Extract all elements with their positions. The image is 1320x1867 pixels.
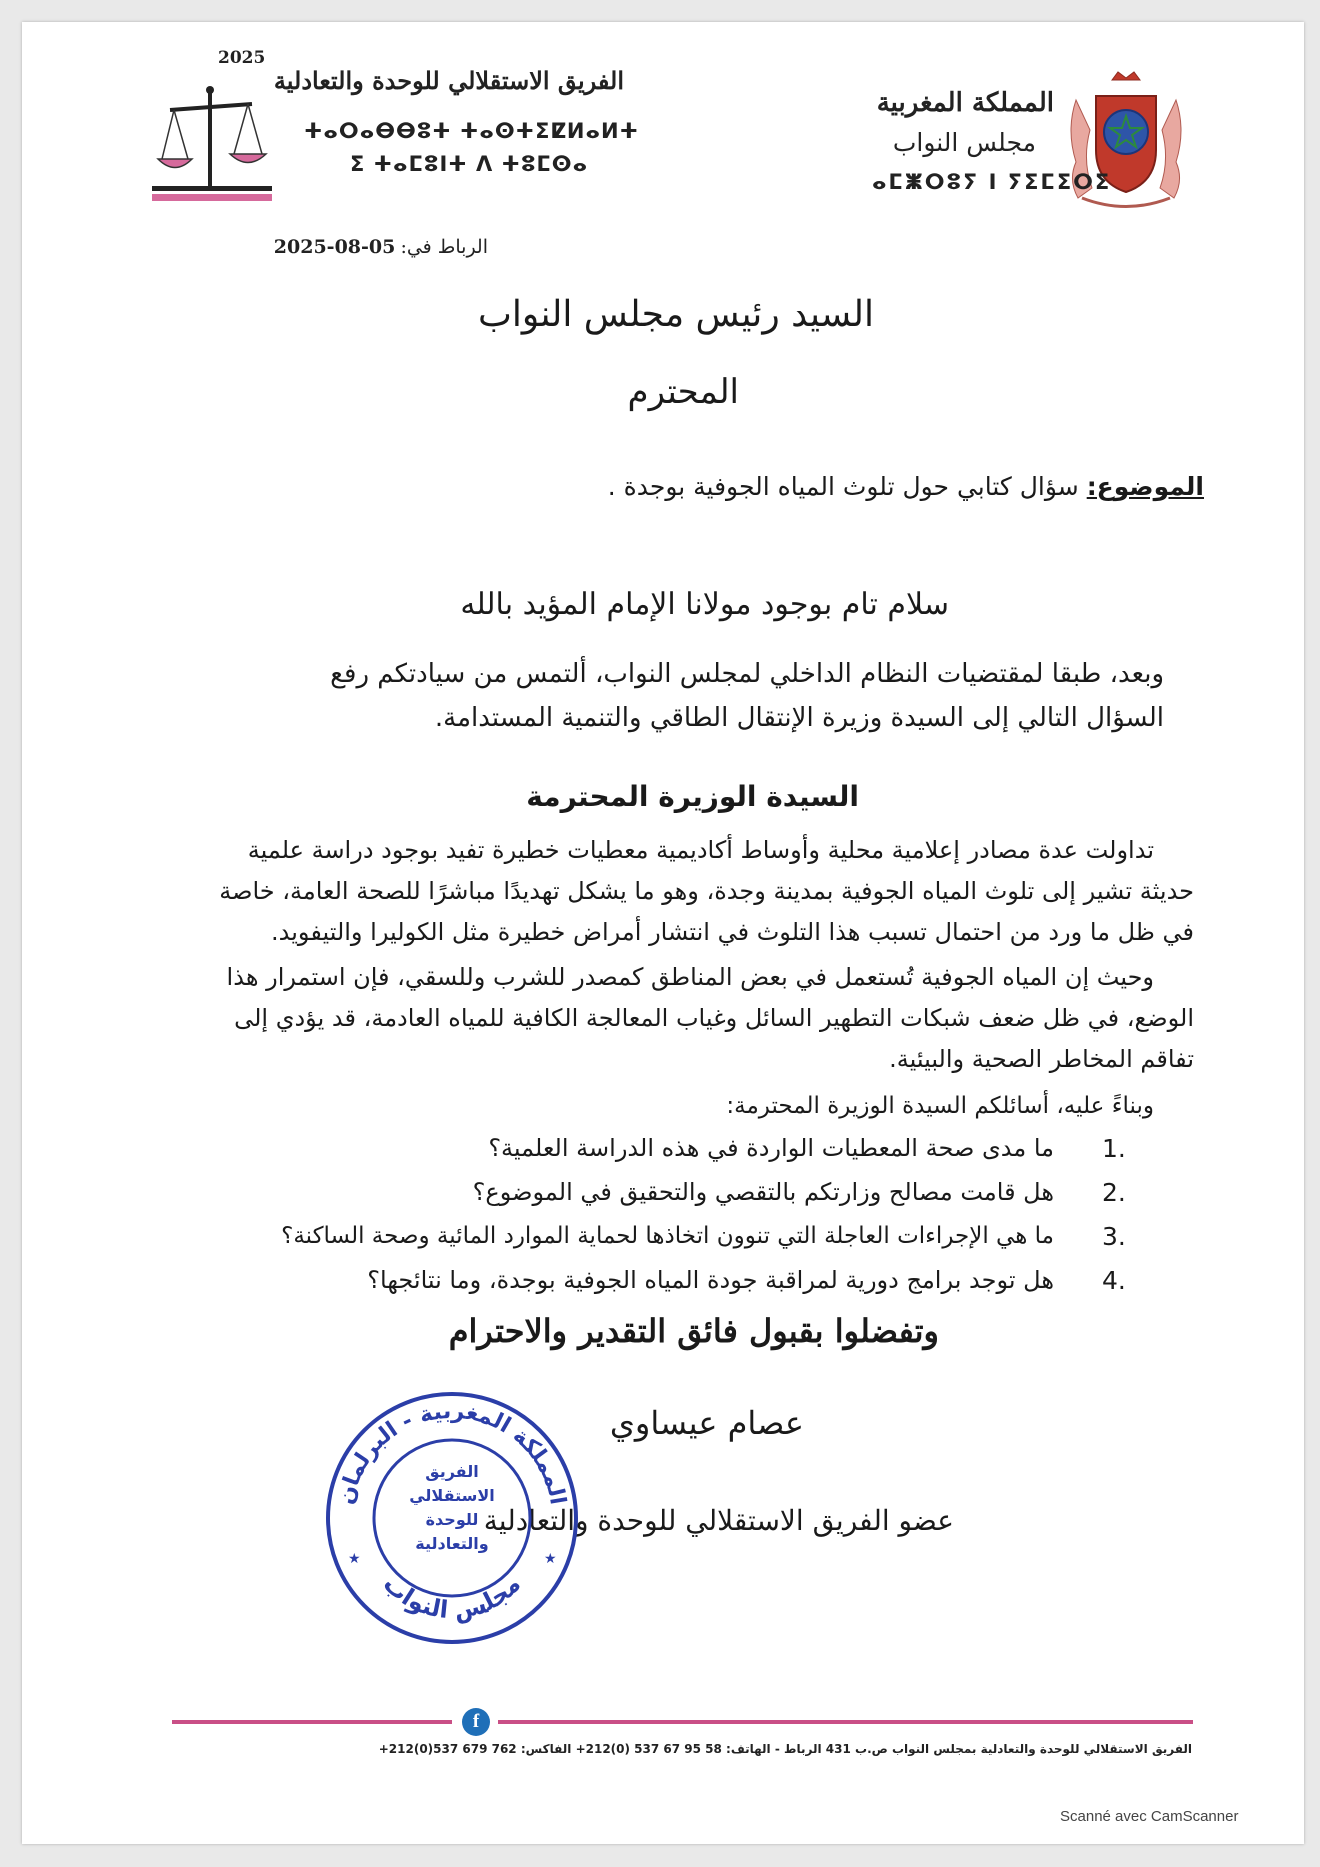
footer-phone: +212(0) 537 67 95 58 (575, 1742, 722, 1756)
question-item (182, 1258, 1162, 1302)
paragraph-2 (134, 957, 1194, 1080)
paragraph-1 (134, 830, 1194, 953)
date-value: 2025-08-05 (273, 236, 396, 258)
question-text: هل قامت مصالح وزارتكم بالتقصي والتحقيق في الموضوع؟ (472, 1178, 1054, 1206)
closing-line: وتفضلوا بقبول فائق التقدير والاحترام (448, 1312, 939, 1350)
question-number: 2. (1102, 1177, 1126, 1207)
footer-fax-label: الفاكس: (520, 1742, 572, 1756)
stamp-center (382, 1460, 522, 1556)
scanner-watermark: Scanné avec CamScanner (1060, 1808, 1239, 1825)
signatory-name: عصام عيساوي (609, 1404, 804, 1442)
minister-heading: السيدة الوزيرة المحترمة (526, 780, 859, 813)
footer-fax: +212(0)537 679 762 (378, 1742, 517, 1756)
party-year: 2025 (218, 48, 266, 68)
paragraph-line: حديثة تشير إلى تلوث المياه الجوفية بمدينة وجدة، وهو ما يشكل تهديدًا مباشرًا للصحة العامة، خاصة (219, 877, 1194, 905)
parliament-name: مجلس النواب (892, 128, 1036, 157)
party-name-tifinagh-1: ⵜⴰⵔⴰⴱⴱⵓⵜ ⵜⴰⵙⵜⵉⵇⵍⴰⵍⵜ (304, 119, 639, 143)
subject-line (608, 472, 1204, 501)
facebook-icon: f (462, 1708, 490, 1736)
signatory-title: عضو الفريق الاستقلالي للوحدة والتعادلية (483, 1504, 954, 1537)
stamp-center-line: الاستقلالي (409, 1486, 495, 1505)
intro-line: وبعد، طبقا لمقتضيات النظام الداخلي لمجلس النواب، ألتمس من سيادتكم رفع (330, 659, 1164, 689)
question-text: ما مدى صحة المعطيات الواردة في هذه الدراسة العلمية؟ (488, 1134, 1054, 1162)
date-label: الرباط في: (400, 236, 488, 258)
questions-intro: وبناءً عليه، أسائلكم السيدة الوزيرة المحترمة: (726, 1093, 1154, 1119)
paragraph-line: وحيث إن المياه الجوفية تُستعمل في بعض المناطق كمصدر للشرب وللسقي، فإن استمرار هذا (226, 963, 1154, 991)
paragraph-line: تداولت عدة مصادر إعلامية محلية وأوساط أكاديمية معطيات خطيرة تفيد بوجود دراسة علمية (247, 836, 1154, 864)
footer-address: الفريق الاستقلالي للوحدة والتعادلية بمجلس النواب ص.ب 431 الرباط - (774, 1742, 1192, 1756)
question-number: 4. (1102, 1265, 1126, 1295)
party-name-tifinagh-2: ⵉ ⵜⴰⵎⵓⵏⵜ ⴷ ⵜⵓⵎⵙⴰ (350, 152, 589, 176)
subject-label: الموضوع: (1086, 472, 1204, 501)
questions-list (182, 1126, 1162, 1302)
intro-line: السؤال التالي إلى السيدة وزيرة الإنتقال الطاقي والتنمية المستدامة. (434, 703, 1164, 733)
greeting: سلام تام بوجود مولانا الإمام المؤيد بالله (460, 587, 949, 622)
question-item (182, 1170, 1162, 1214)
footer-phone-label: الهاتف: (726, 1742, 771, 1756)
footer-divider-right (498, 1720, 1193, 1724)
stamp-ring-top: المملكة المغربية - البرلمان (333, 1398, 571, 1507)
paragraph-line: الوضع، في ظل ضعف شبكات التطهير السائل وغياب المعالجة الكافية للمياه العادمة، قد يؤدي إلى (234, 1004, 1194, 1032)
letter-page (22, 22, 1304, 1844)
paragraph-line: في ظل ما ورد من احتمال تسبب هذا التلوث في انتشار أمراض خطيرة مثل الكوليرا والتيفويد. (271, 918, 1194, 946)
date-line (248, 236, 488, 258)
question-number: 1. (1102, 1133, 1126, 1163)
party-name: الفريق الاستقلالي للوحدة والتعادلية (273, 66, 624, 95)
stamp-center-line: الفريق (425, 1462, 479, 1481)
question-number: 3. (1102, 1221, 1126, 1251)
stamp-center-line: للوحدة (425, 1510, 479, 1529)
addressee-line-2: المحترم (627, 372, 739, 412)
stamp-ring-bottom: مجلس النواب (377, 1569, 527, 1626)
question-text: ما هي الإجراءات العاجلة التي تنوون اتخاذها لحماية الموارد المائية وصحة الساكنة؟ (281, 1223, 1054, 1249)
kingdom-name: المملكة المغربية (876, 88, 1054, 118)
question-text: هل توجد برامج دورية لمراقبة جودة المياه الجوفية بوجدة، وما نتائجها؟ (367, 1266, 1054, 1294)
question-item (182, 1126, 1162, 1170)
subject-text: سؤال كتابي حول تلوث المياه الجوفية بوجدة . (607, 472, 1079, 501)
addressee-line-1: السيد رئيس مجلس النواب (478, 294, 874, 335)
footer-contact (242, 1742, 1192, 1756)
stamp-star-icon: ★ (544, 1551, 557, 1567)
question-item (182, 1214, 1162, 1258)
footer-divider-left (172, 1720, 452, 1724)
official-stamp (322, 1388, 582, 1648)
parliament-name-tifinagh: ⴰⵎⵥⵔⵓⵢ ⵏ ⵢⵉⵎⵉⵔⵉ (872, 170, 1112, 194)
intro-paragraph (304, 652, 1164, 740)
stamp-star-icon: ★ (348, 1551, 361, 1567)
stamp-center-line: والتعادلية (415, 1534, 489, 1553)
paragraph-line: تفاقم المخاطر الصحية والبيئية. (889, 1045, 1194, 1073)
